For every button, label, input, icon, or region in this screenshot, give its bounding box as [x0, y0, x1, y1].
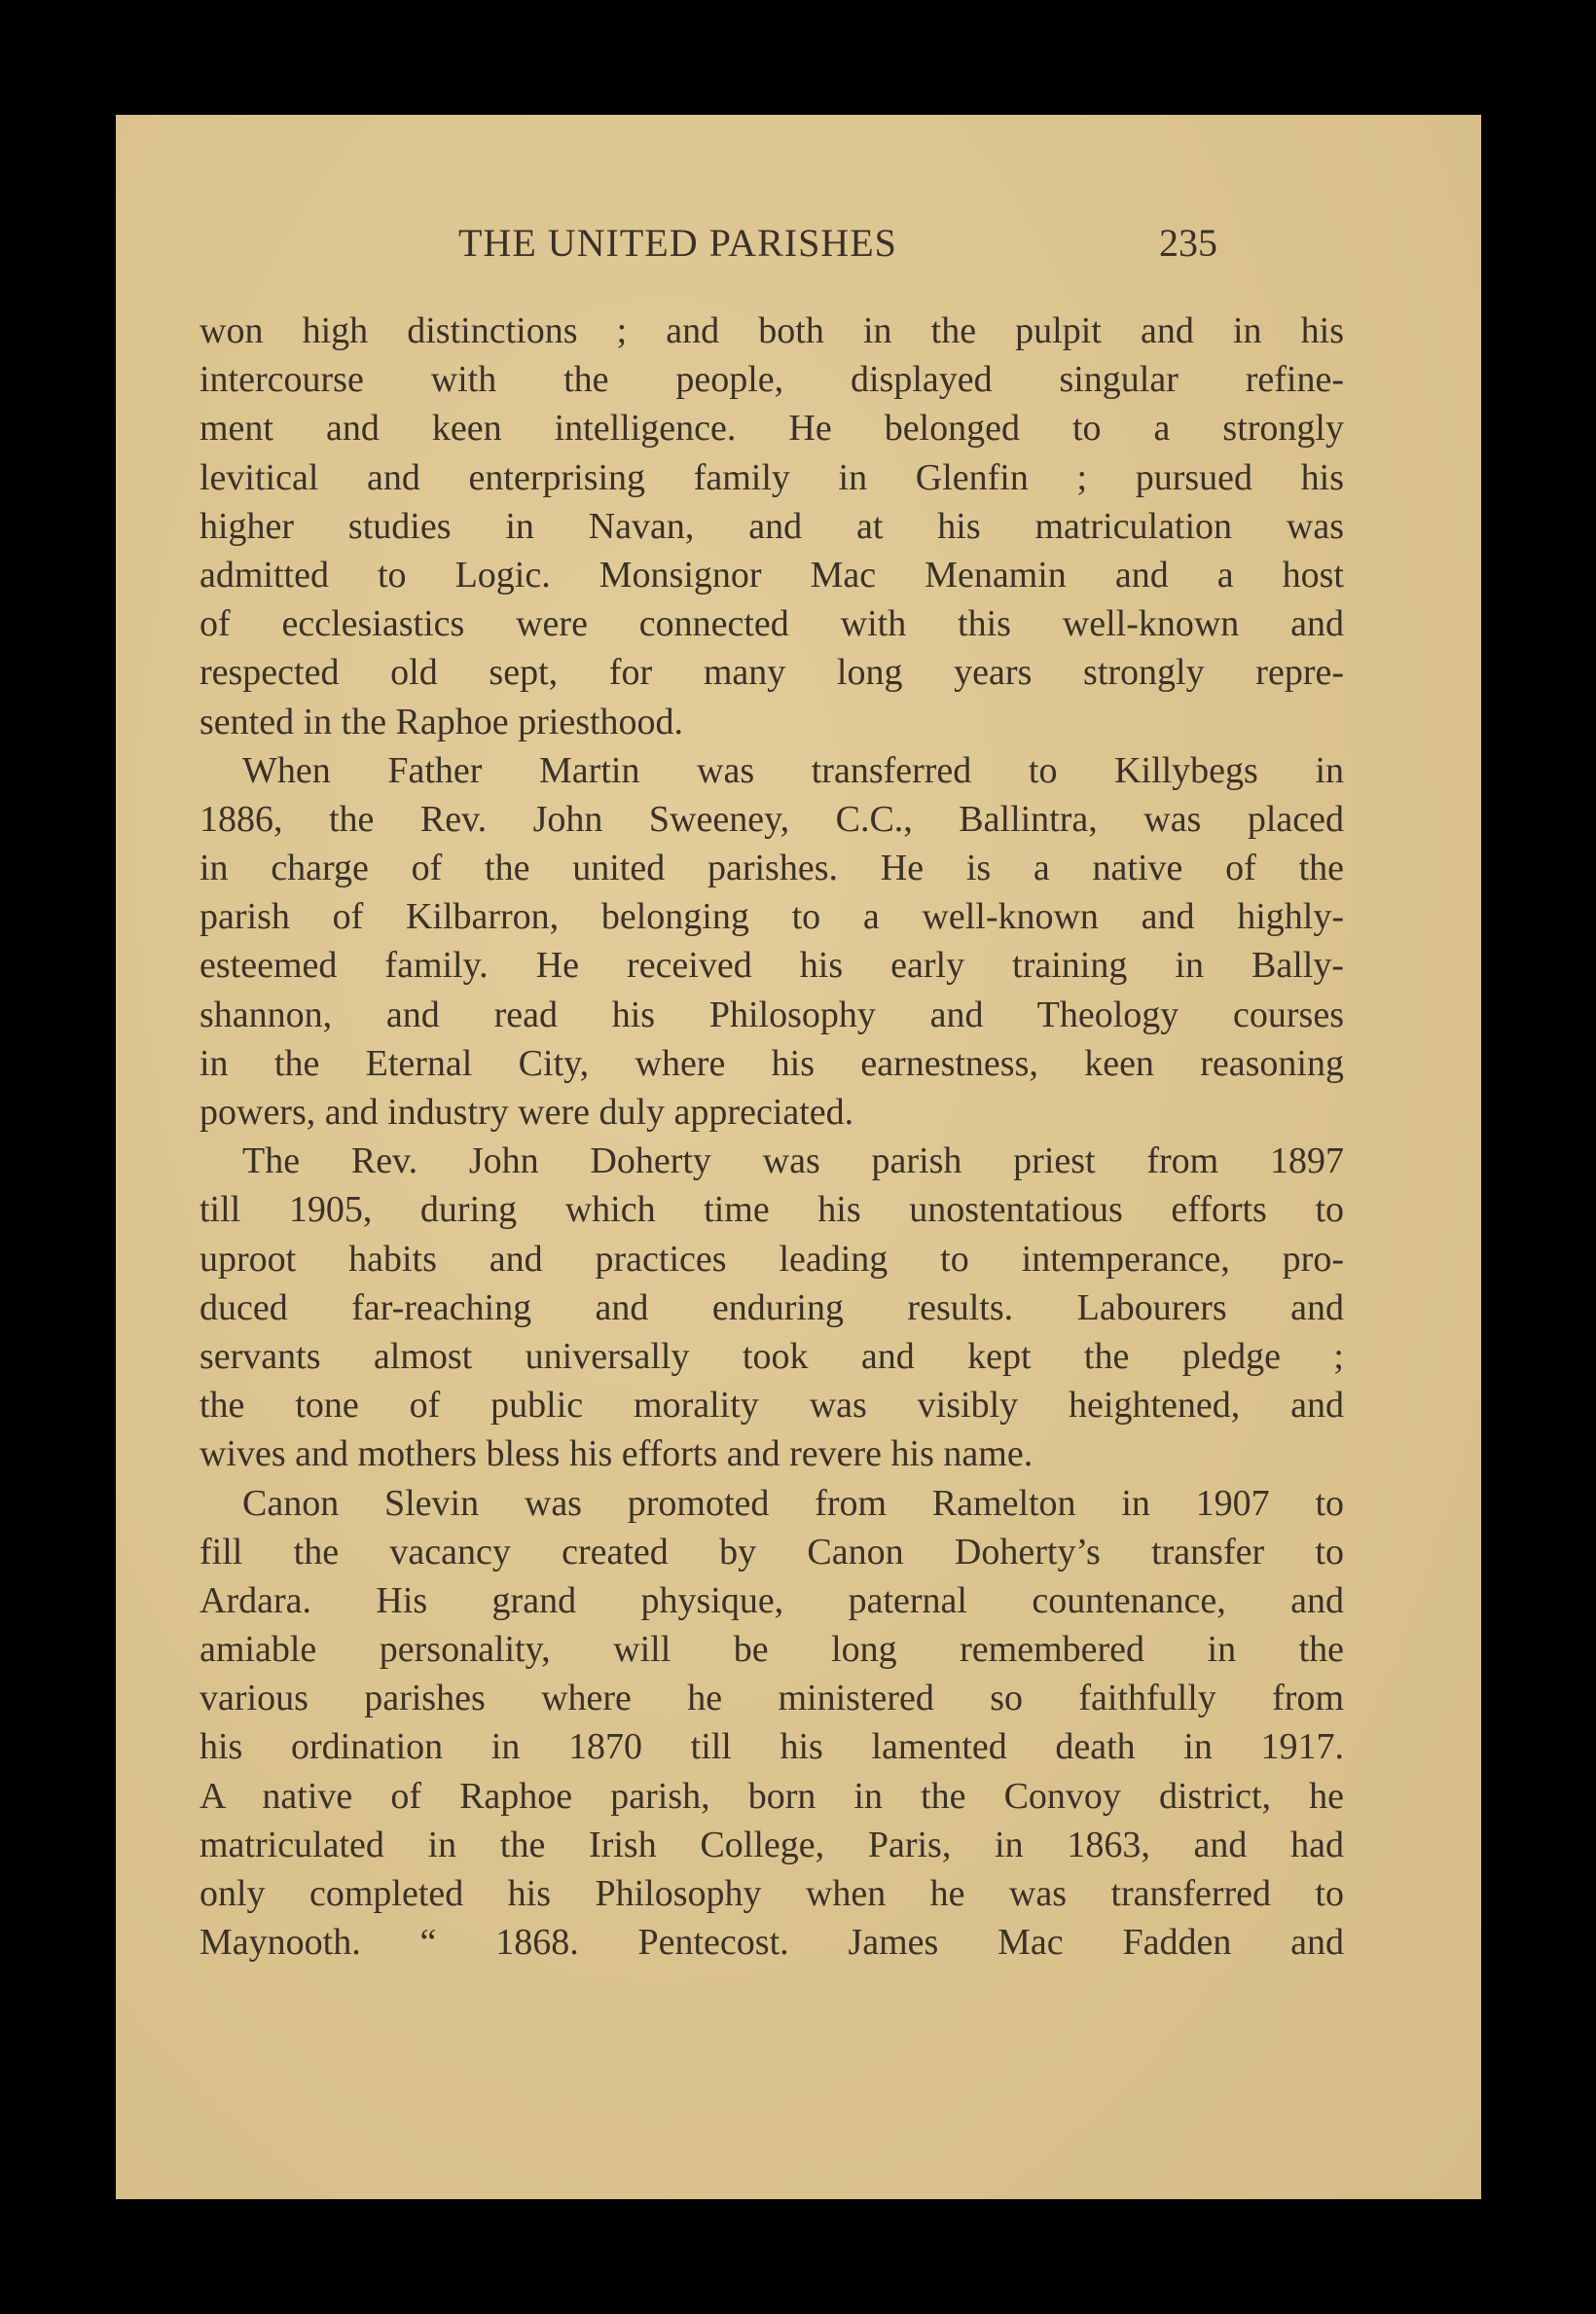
- text-line: his ordination in 1870 till his lamented death in 1917.: [200, 1726, 1344, 1768]
- text-line: wives and mothers bless his efforts and revere his name.: [200, 1433, 1034, 1475]
- text-line: parish of Kilbarron, belonging to a well-known and highly-: [200, 896, 1344, 938]
- text-line: admitted to Logic. Monsignor Mac Menamin and a host: [200, 554, 1344, 596]
- text-line: The Rev. John Doherty was parish priest from 1897: [242, 1140, 1344, 1182]
- text-line: Maynooth. “ 1868. Pentecost. James Mac Fadden and: [200, 1922, 1344, 1964]
- text-line: matriculated in the Irish College, Paris, in 1863, and had: [200, 1824, 1344, 1865]
- text-line: powers, and industry were duly appreciated.: [200, 1092, 854, 1133]
- text-line: intercourse with the people, displayed singular refine-: [200, 359, 1344, 401]
- text-line: Ardara. His grand physique, paternal countenance, and: [200, 1579, 1344, 1621]
- text-line: 1886, the Rev. John Sweeney, C.C., Ballintra, was placed: [200, 798, 1344, 840]
- text-line: ment and keen intelligence. He belonged to a strongly: [200, 408, 1344, 450]
- text-line: various parishes where he ministered so faithfully from: [200, 1678, 1344, 1719]
- text-line: only completed his Philosophy when he was transferred to: [200, 1873, 1344, 1914]
- text-line: Canon Slevin was promoted from Ramelton in 1907 to: [242, 1482, 1344, 1524]
- text-line: higher studies in Navan, and at his matriculation was: [200, 505, 1344, 547]
- text-line: servants almost universally took and kept the pledge ;: [200, 1335, 1344, 1377]
- text-line: of ecclesiastics were connected with this well-known and: [200, 603, 1344, 645]
- text-line: respected old sept, for many long years strongly repre-: [200, 652, 1344, 694]
- body-text: [200, 307, 1344, 1967]
- text-line: esteemed family. He received his early training in Bally-: [200, 945, 1344, 987]
- text-line: sented in the Raphoe priesthood.: [200, 701, 684, 742]
- text-line: won high distinctions ; and both in the pulpit and in his: [200, 310, 1344, 351]
- book-page: [116, 115, 1481, 2199]
- text-line: fill the vacancy created by Canon Doherty’s transfer to: [200, 1531, 1344, 1573]
- text-line: in the Eternal City, where his earnestness, keen reasoning: [200, 1042, 1344, 1084]
- text-line: When Father Martin was transferred to Killybegs in: [242, 749, 1344, 791]
- text-line: duced far-reaching and enduring results. Labourers and: [200, 1286, 1344, 1328]
- text-line: amiable personality, will be long remembered in the: [200, 1629, 1344, 1671]
- text-line: uproot habits and practices leading to intemperance, pro-: [200, 1238, 1344, 1280]
- text-line: A native of Raphoe parish, born in the Convoy district, he: [200, 1775, 1344, 1817]
- running-head: [116, 220, 1481, 278]
- text-line: the tone of public morality was visibly heightened, and: [200, 1385, 1344, 1427]
- text-line: levitical and enterprising family in Glenfin ; pursued his: [200, 456, 1344, 498]
- text-line: shannon, and read his Philosophy and Theology courses: [200, 994, 1344, 1035]
- page-number: 235: [1159, 221, 1217, 265]
- text-line: till 1905, during which time his unostentatious efforts to: [200, 1189, 1344, 1231]
- text-line: in charge of the united parishes. He is a native of the: [200, 848, 1344, 889]
- running-head-title: THE UNITED PARISHES: [458, 221, 897, 265]
